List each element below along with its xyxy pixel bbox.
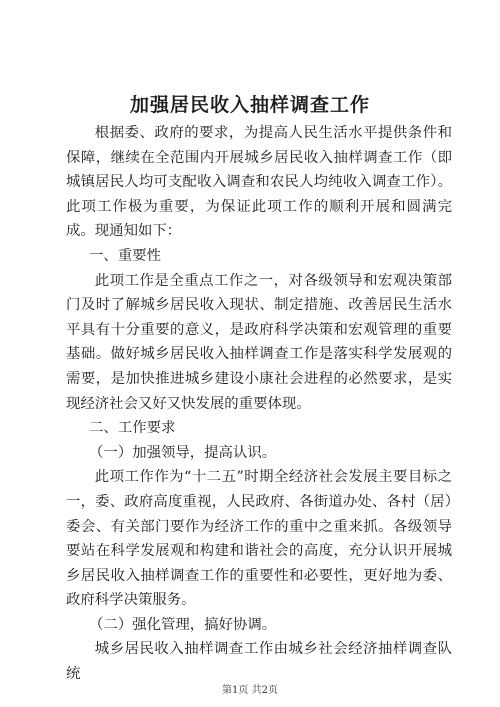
subheading-management: （二）强化管理，搞好协调。 bbox=[89, 616, 277, 633]
section-heading-importance: 一、重要性 bbox=[89, 247, 161, 264]
document-title: 加强居民收入抽样调查工作 bbox=[129, 94, 370, 116]
document-body bbox=[66, 121, 452, 687]
intro-paragraph: 根据委、政府的要求，为提高人民生活水平提供条件和保障，继续在全范围内开展城乡居民收入抽样调查工作（即城镇居民人均可支配收入调查和农民人均纯收入调查工作）。此项工作极为重要，为保证此项工作的顺利开展和圆满完成。现通知如下： bbox=[66, 125, 452, 240]
leadership-paragraph: 此项工作作为“十二五”时期全经济社会发展主要目标之一，委、政府高度重视，人民政府、各街道办处、各村（居）委会、有关部门要作为经济工作的重中之重来抓。各级领导要站在科学发展观和构建和谐社会的高度，充分认识开展城乡居民收入抽样调查工作的重要性和必要性，更好地为委、政府科学决策服务。 bbox=[66, 469, 452, 609]
importance-paragraph: 此项工作是全重点工作之一，对各级领导和宏观决策部门及时了解城乡居民收入现状、制定措施、改善居民生活水平具有十分重要的意义，是政府科学决策和宏观管理的重要基础。做好城乡居民收入抽样调查工作是落实科学发展观的需要，是加快推进城乡建设小康社会进程的必然要求，是实现经济社会又好又快发展的重要体现。 bbox=[66, 272, 452, 412]
subheading-leadership: （一）加强领导，提高认识。 bbox=[89, 444, 277, 461]
page-footer: 第1页 共2页 bbox=[222, 685, 278, 696]
management-paragraph: 城乡居民收入抽样调查工作由城乡社会经济抽样调查队统 bbox=[66, 641, 452, 683]
section-heading-requirements: 二、工作要求 bbox=[89, 420, 176, 437]
